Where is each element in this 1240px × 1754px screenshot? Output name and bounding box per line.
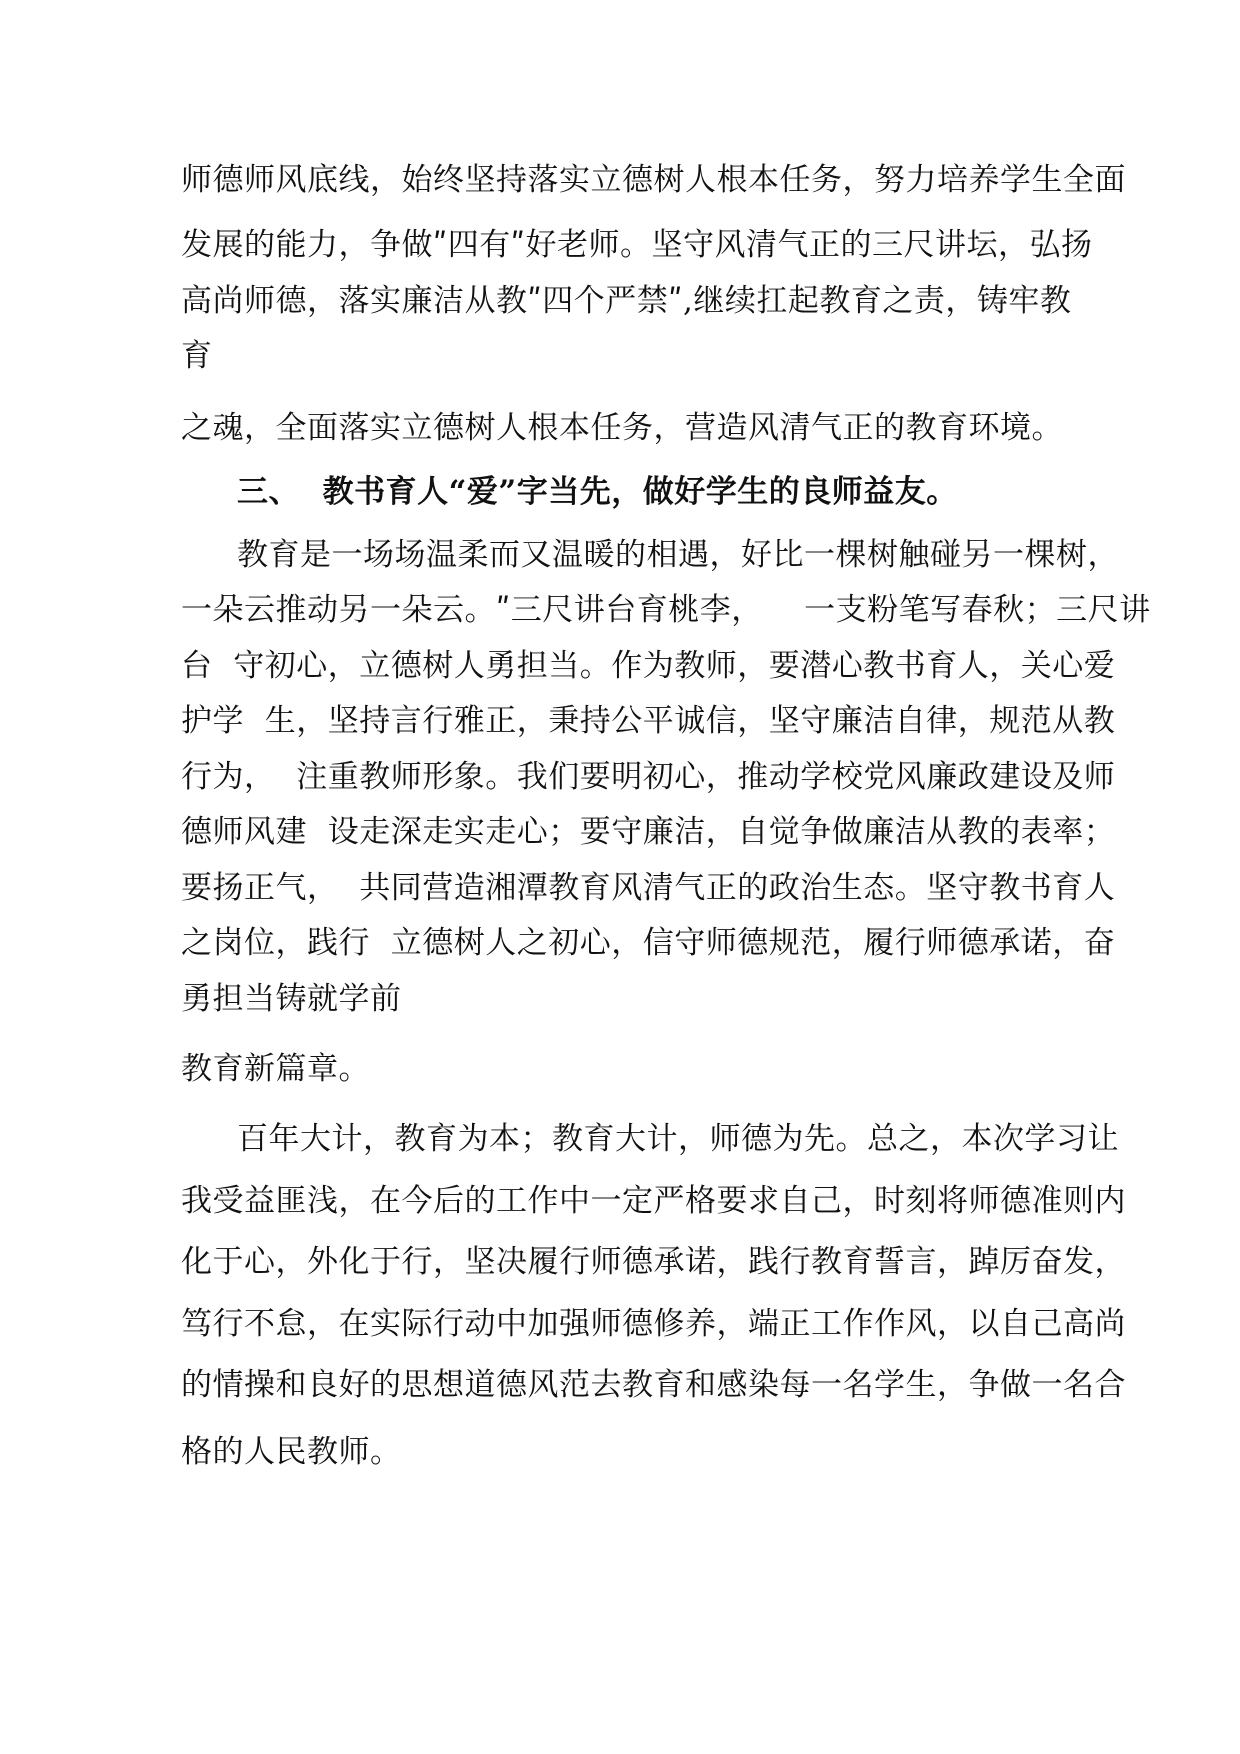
text-line: 一朵云推动另一朵云。ʺ三尺讲台育桃李， 一支粉笔写春秋；三尺讲 [181,592,1151,628]
text-line: 台 守初心，立德树人勇担当。作为教师，要潜心教书育人，关心爱 [181,648,1116,684]
text-line: 师德师风底线，始终坚持落实立德树人根本任务，努力培养学生全面 [181,162,1126,198]
text-line: 化于心，外化于行，坚决履行师德承诺，践行教育誓言，踔厉奋发， [181,1244,1126,1280]
text-line: 之魂，全面落实立德树人根本任务，营造风清气正的教育环境。 [181,410,1063,446]
text-line: 百年大计，教育为本；教育大计，师德为先。总之，本次学习让 [237,1121,1119,1157]
text-line: 教育是一场场温柔而又温暖的相遇，好比一棵树触碰另一棵树， [237,537,1119,573]
text-line: 勇担当铸就学前 [181,981,402,1017]
text-line: 发展的能力，争做ʺ四有ʺ好老师。坚守风清气正的三尺讲坛，弘扬 [181,227,1093,263]
text-line: 教育新篇章。 [181,1051,370,1087]
text-line: 育 [181,338,213,374]
section-heading: 三、 教书育人“爱”字当先，做好学生的良师益友。 [237,474,958,510]
text-line: 行为， 注重教师形象。我们要明初心，推动学校党风廉政建设及师 [181,759,1116,795]
text-line: 护学 生，坚持言行雅正，秉持公平诚信，坚守廉洁自律，规范从教 [181,703,1116,739]
text-line: 德师风建 设走深走实走心；要守廉洁，自觉争做廉洁从教的表率； [181,814,1116,850]
text-line: 高尚师德，落实廉洁从教ʺ四个严禁ʺ,继续扛起教育之责，铸牢教 [181,283,1072,319]
text-line: 要扬正气， 共同营造湘潭教育风清气正的政治生态。坚守教书育人 [181,870,1116,906]
text-line: 笃行不怠，在实际行动中加强师德修养，端正工作作风，以自己高尚 [181,1306,1126,1342]
text-line: 的情操和良好的思想道德风范去教育和感染每一名学生，争做一名合 [181,1367,1126,1403]
text-line: 之岗位，践行 立德树人之初心，信守师德规范，履行师德承诺，奋 [181,925,1116,961]
text-line: 我受益匪浅，在今后的工作中一定严格要求自己，时刻将师德准则内 [181,1183,1126,1219]
text-line: 格的人民教师。 [181,1434,402,1470]
